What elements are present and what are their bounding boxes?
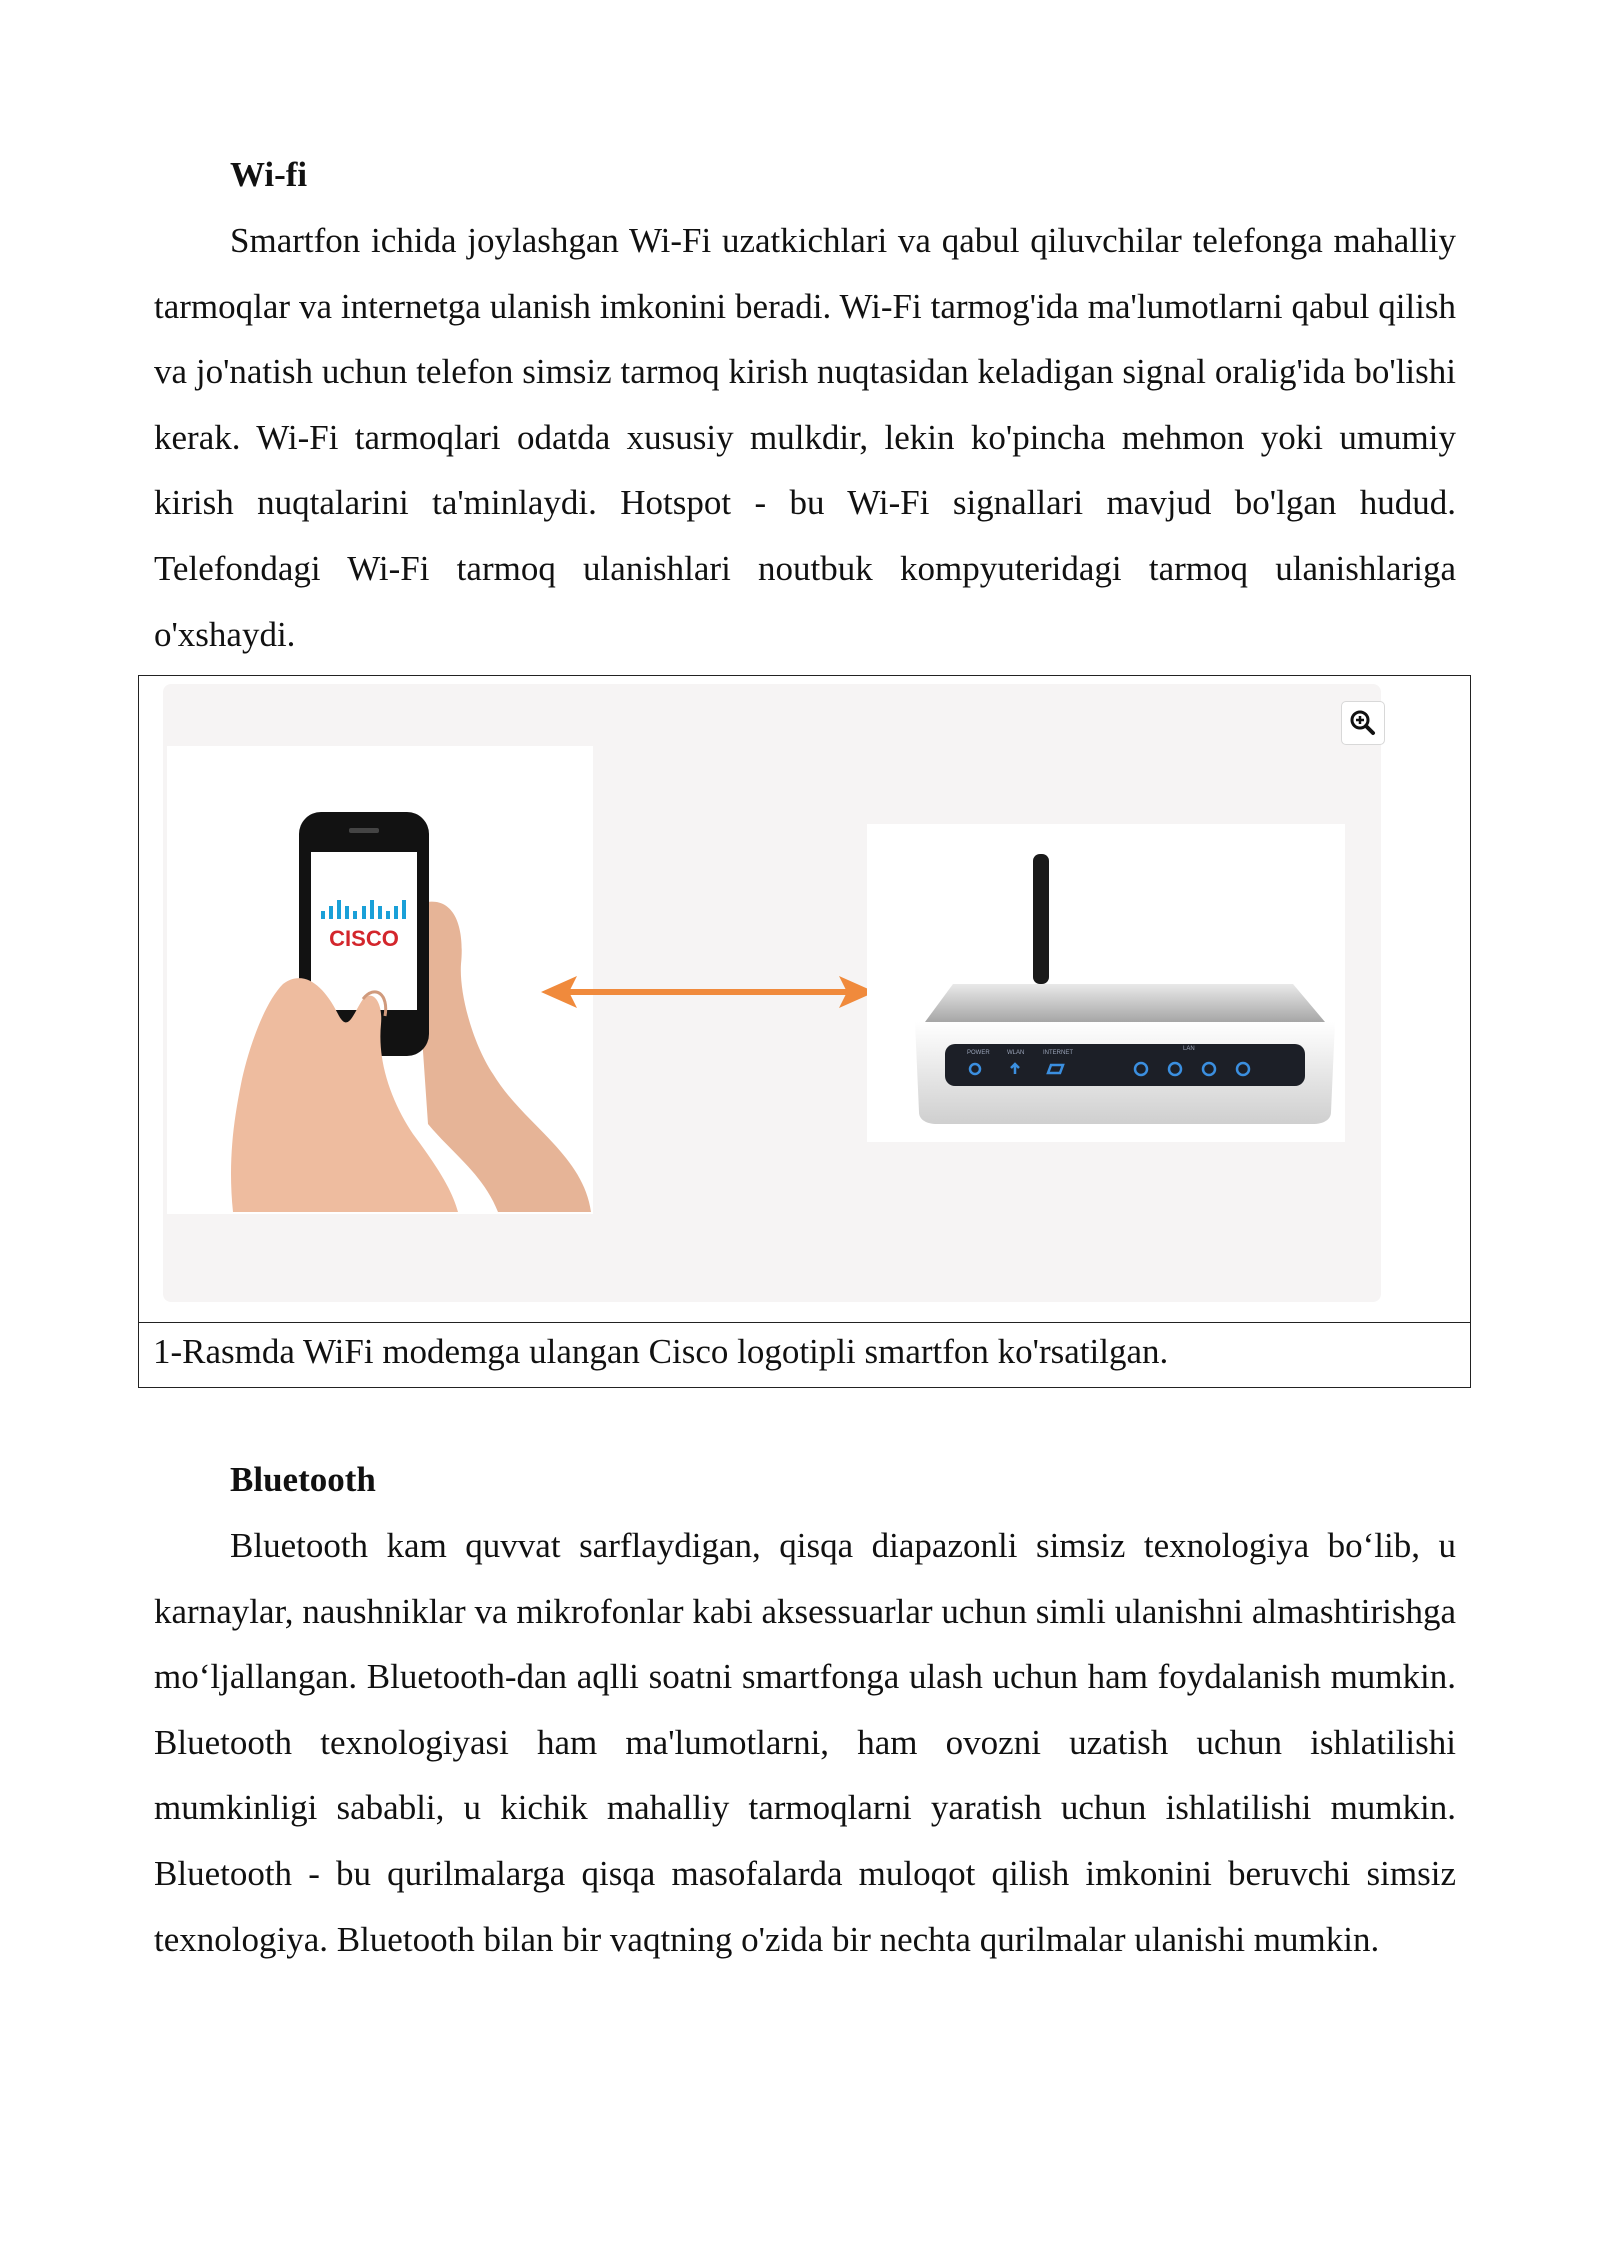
router-status-panel xyxy=(945,1044,1305,1086)
phone-logo-text: CISCO xyxy=(329,926,399,951)
router-top xyxy=(925,984,1325,1022)
zoom-in-icon xyxy=(1342,702,1384,744)
router-label-lan: LAN xyxy=(1183,1046,1195,1052)
figure-table xyxy=(138,675,1471,1388)
paragraph-bluetooth: Bluetooth kam quvvat sarflaydigan, qisqa diapazonli simsiz texnologiya bo‘lib, u karnaylar, naushniklar va mikrofonlar kabi aksessuarlar uchun simli ulanishni almashtirishga mo‘ljallangan. Bluetooth-dan aqlli soatni smartfonga ulash uchun ham foydalanish mumkin. Bluetooth texnologiyasi ham ma'lumotlarni, ham ovozni uzatish uchun ishlatilishi mumkinligi sababli, u kichik mahalliy tarmoqlarni yaratish uchun ishlatilishi mumkin. Bluetooth - bu qurilmalarga qisqa masofalarda muloqot qilish imkonini beruvchi simsiz texnologiya. Bluetooth bilan bir vaqtning o'zida bir nechta qurilmalar ulanishi mumkin. xyxy=(154,1526,1456,1959)
phone-in-hands-image xyxy=(167,746,593,1214)
zoom-in-button[interactable] xyxy=(1341,701,1385,745)
phone-router-illustration xyxy=(163,684,1381,1304)
figure-caption: 1-Rasmda WiFi modemga ulangan Cisco logotipli smartfon ko'rsatilgan. xyxy=(153,1332,1169,1371)
router-label-internet: INTERNET xyxy=(1043,1050,1073,1056)
router-label-wlan: WLAN xyxy=(1007,1050,1025,1056)
figure-image-cell xyxy=(139,676,1470,1323)
router-label-power: POWER xyxy=(967,1050,990,1056)
paragraph-wifi: Smartfon ichida joylashgan Wi-Fi uzatkichlari va qabul qiluvchilar telefonga mahalliy tarmoqlar va internetga ulanish imkonini beradi. Wi-Fi tarmog'ida ma'lumotlarni qabul qilish va jo'natish uchun telefon simsiz tarmoq kirish nuqtasidan keladigan signal oralig'ida bo'lishi kerak. Wi-Fi tarmoqlari odatda xususiy mulkdir, lekin ko'pincha mehmon yoki umumiy kirish nuqtalarini ta'minlaydi. Hotspot - bu Wi-Fi signallari mavjud bo'lgan hudud. Telefondagi Wi-Fi tarmoq ulanishlari noutbuk kompyuteridagi tarmoq ulanishlariga o'xshaydi. xyxy=(154,221,1456,654)
router-antenna xyxy=(1033,854,1049,984)
figure-image xyxy=(163,684,1517,1304)
router-image xyxy=(867,824,1345,1142)
section-heading-wifi: Wi-fi xyxy=(230,155,308,194)
section-heading-bluetooth: Bluetooth xyxy=(230,1460,376,1499)
